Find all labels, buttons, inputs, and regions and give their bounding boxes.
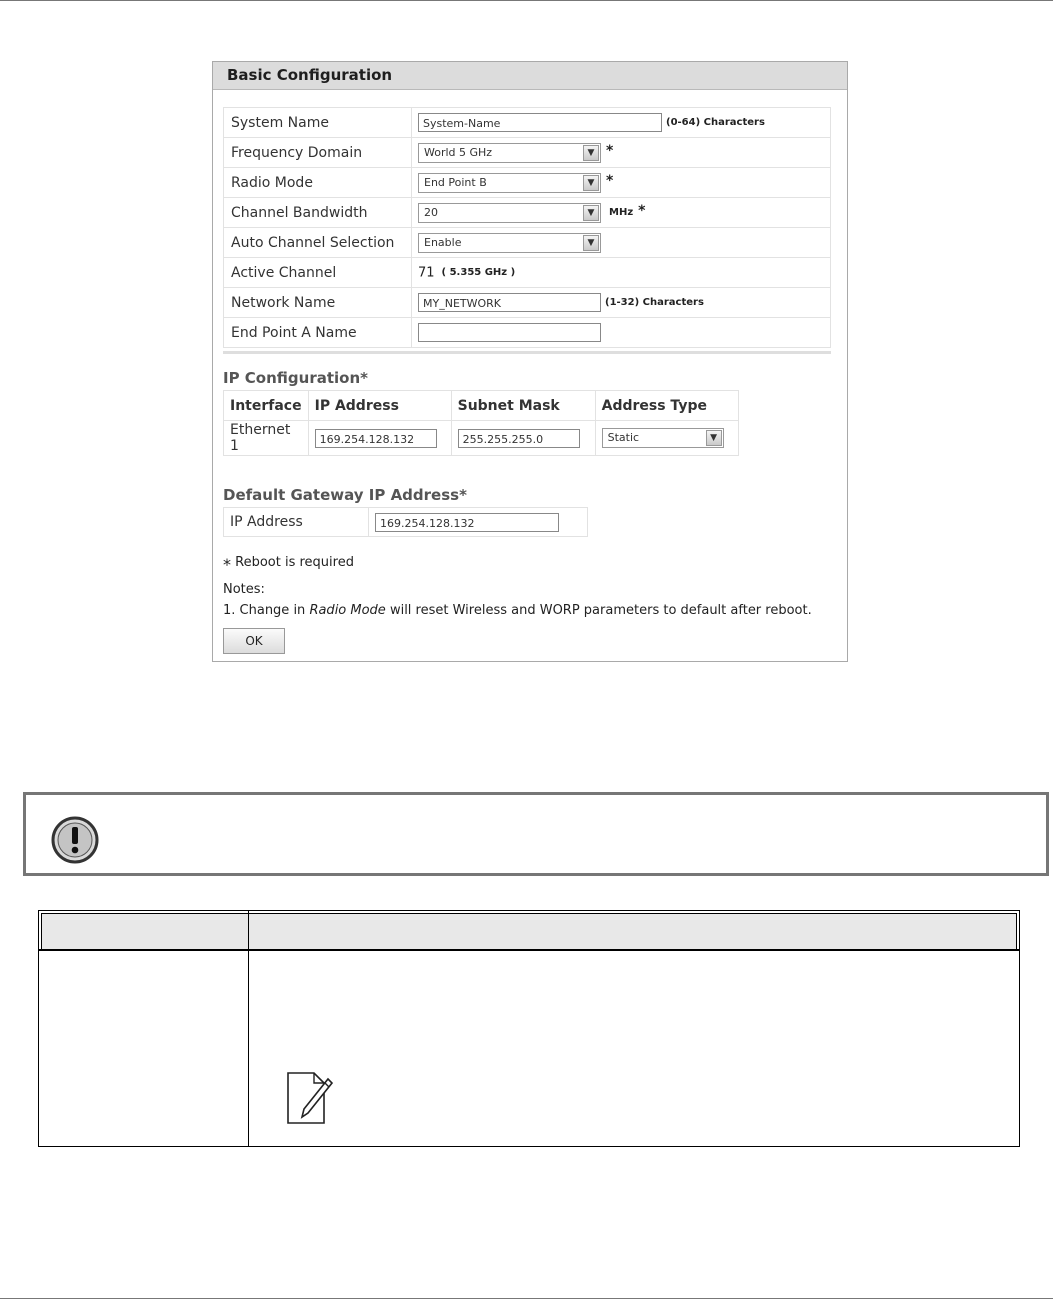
system-name-hint: (0-64) Characters: [666, 117, 765, 128]
note-pencil-icon: [284, 1069, 336, 1129]
required-star: *: [638, 202, 646, 219]
table-header-row: [41, 913, 1017, 950]
gateway-table: [223, 507, 588, 537]
system-name-input[interactable]: System-Name: [418, 113, 662, 132]
required-star: *: [606, 172, 614, 189]
page-top-rule: [0, 0, 1053, 1]
frequency-domain-select[interactable]: [418, 143, 601, 163]
row-system-name: [224, 108, 831, 138]
radio-mode-label: Radio Mode: [224, 168, 412, 198]
auto-channel-select[interactable]: [418, 233, 601, 253]
ok-button[interactable]: OK: [223, 628, 285, 654]
ip-address-input[interactable]: 169.254.128.132: [315, 429, 437, 448]
active-channel-value: 71: [418, 265, 435, 280]
bandwidth-unit: MHz: [609, 207, 634, 218]
network-name-input[interactable]: MY_NETWORK: [418, 293, 601, 312]
reboot-star: *: [223, 555, 231, 574]
basic-config-form: [223, 107, 831, 348]
channel-bandwidth-label: Channel Bandwidth: [224, 198, 412, 228]
note-1-suffix: will reset Wireless and WORP parameters to default after reboot.: [385, 603, 812, 618]
exclamation-circle-icon: [49, 815, 101, 865]
table-column-divider: [248, 911, 249, 1146]
gateway-heading: Default Gateway IP Address*: [223, 486, 467, 504]
subnet-mask-input[interactable]: 255.255.255.0: [458, 429, 580, 448]
system-name-label: System Name: [224, 108, 412, 138]
caution-box: [23, 792, 1049, 876]
frequency-domain-label: Frequency Domain: [224, 138, 412, 168]
col-address-type: Address Type: [595, 391, 738, 421]
row-auto-channel: [224, 228, 831, 258]
form-divider: [223, 351, 831, 354]
notes-label: Notes:: [223, 582, 265, 597]
interface-cell: Ethernet 1: [224, 421, 309, 456]
chevron-down-icon: ▼: [706, 430, 722, 446]
chevron-down-icon: ▼: [583, 235, 599, 251]
channel-bandwidth-select[interactable]: [418, 203, 601, 223]
chevron-down-icon: ▼: [583, 205, 599, 221]
row-active-channel: [224, 258, 831, 288]
radio-mode-select[interactable]: [418, 173, 601, 193]
network-name-hint: (1-32) Characters: [605, 297, 704, 308]
table-header-divider: [39, 949, 1019, 951]
auto-channel-value: Enable: [424, 235, 462, 249]
channel-bandwidth-value: 20: [424, 205, 438, 219]
ip-config-header-row: [224, 391, 739, 421]
panel-title: Basic Configuration: [213, 62, 847, 90]
col-interface: Interface: [224, 391, 309, 421]
note-1-prefix: 1. Change in: [223, 603, 310, 618]
notes-block: [223, 579, 812, 621]
end-point-a-input[interactable]: [418, 323, 601, 342]
table-row: [224, 421, 739, 456]
address-type-select[interactable]: [602, 428, 724, 448]
end-point-a-label: End Point A Name: [224, 318, 412, 348]
network-name-label: Network Name: [224, 288, 412, 318]
reboot-text: Reboot is required: [235, 555, 354, 570]
row-end-point-a: [224, 318, 831, 348]
required-star: *: [606, 142, 614, 159]
ip-config-heading: IP Configuration*: [223, 369, 368, 387]
auto-channel-label: Auto Channel Selection: [224, 228, 412, 258]
gateway-ip-label: IP Address: [224, 508, 369, 537]
row-frequency-domain: [224, 138, 831, 168]
table-row: [224, 508, 588, 537]
frequency-domain-value: World 5 GHz: [424, 145, 493, 159]
page-bottom-rule: [0, 1298, 1053, 1299]
basic-configuration-panel: [212, 61, 848, 662]
description-table: [38, 910, 1020, 1147]
chevron-down-icon: ▼: [583, 175, 599, 191]
ip-config-table: [223, 390, 739, 456]
reboot-note: [223, 555, 354, 574]
note-1-emphasis: Radio Mode: [309, 603, 386, 618]
row-network-name: [224, 288, 831, 318]
row-channel-bandwidth: [224, 198, 831, 228]
note-1: [223, 600, 812, 621]
gateway-ip-input[interactable]: 169.254.128.132: [375, 513, 559, 532]
active-channel-label: Active Channel: [224, 258, 412, 288]
row-radio-mode: [224, 168, 831, 198]
active-channel-frequency: ( 5.355 GHz ): [441, 267, 516, 278]
radio-mode-value: End Point B: [424, 175, 487, 189]
col-subnet-mask: Subnet Mask: [451, 391, 595, 421]
chevron-down-icon: ▼: [583, 145, 599, 161]
address-type-value: Static: [607, 431, 640, 444]
col-ip-address: IP Address: [308, 391, 451, 421]
